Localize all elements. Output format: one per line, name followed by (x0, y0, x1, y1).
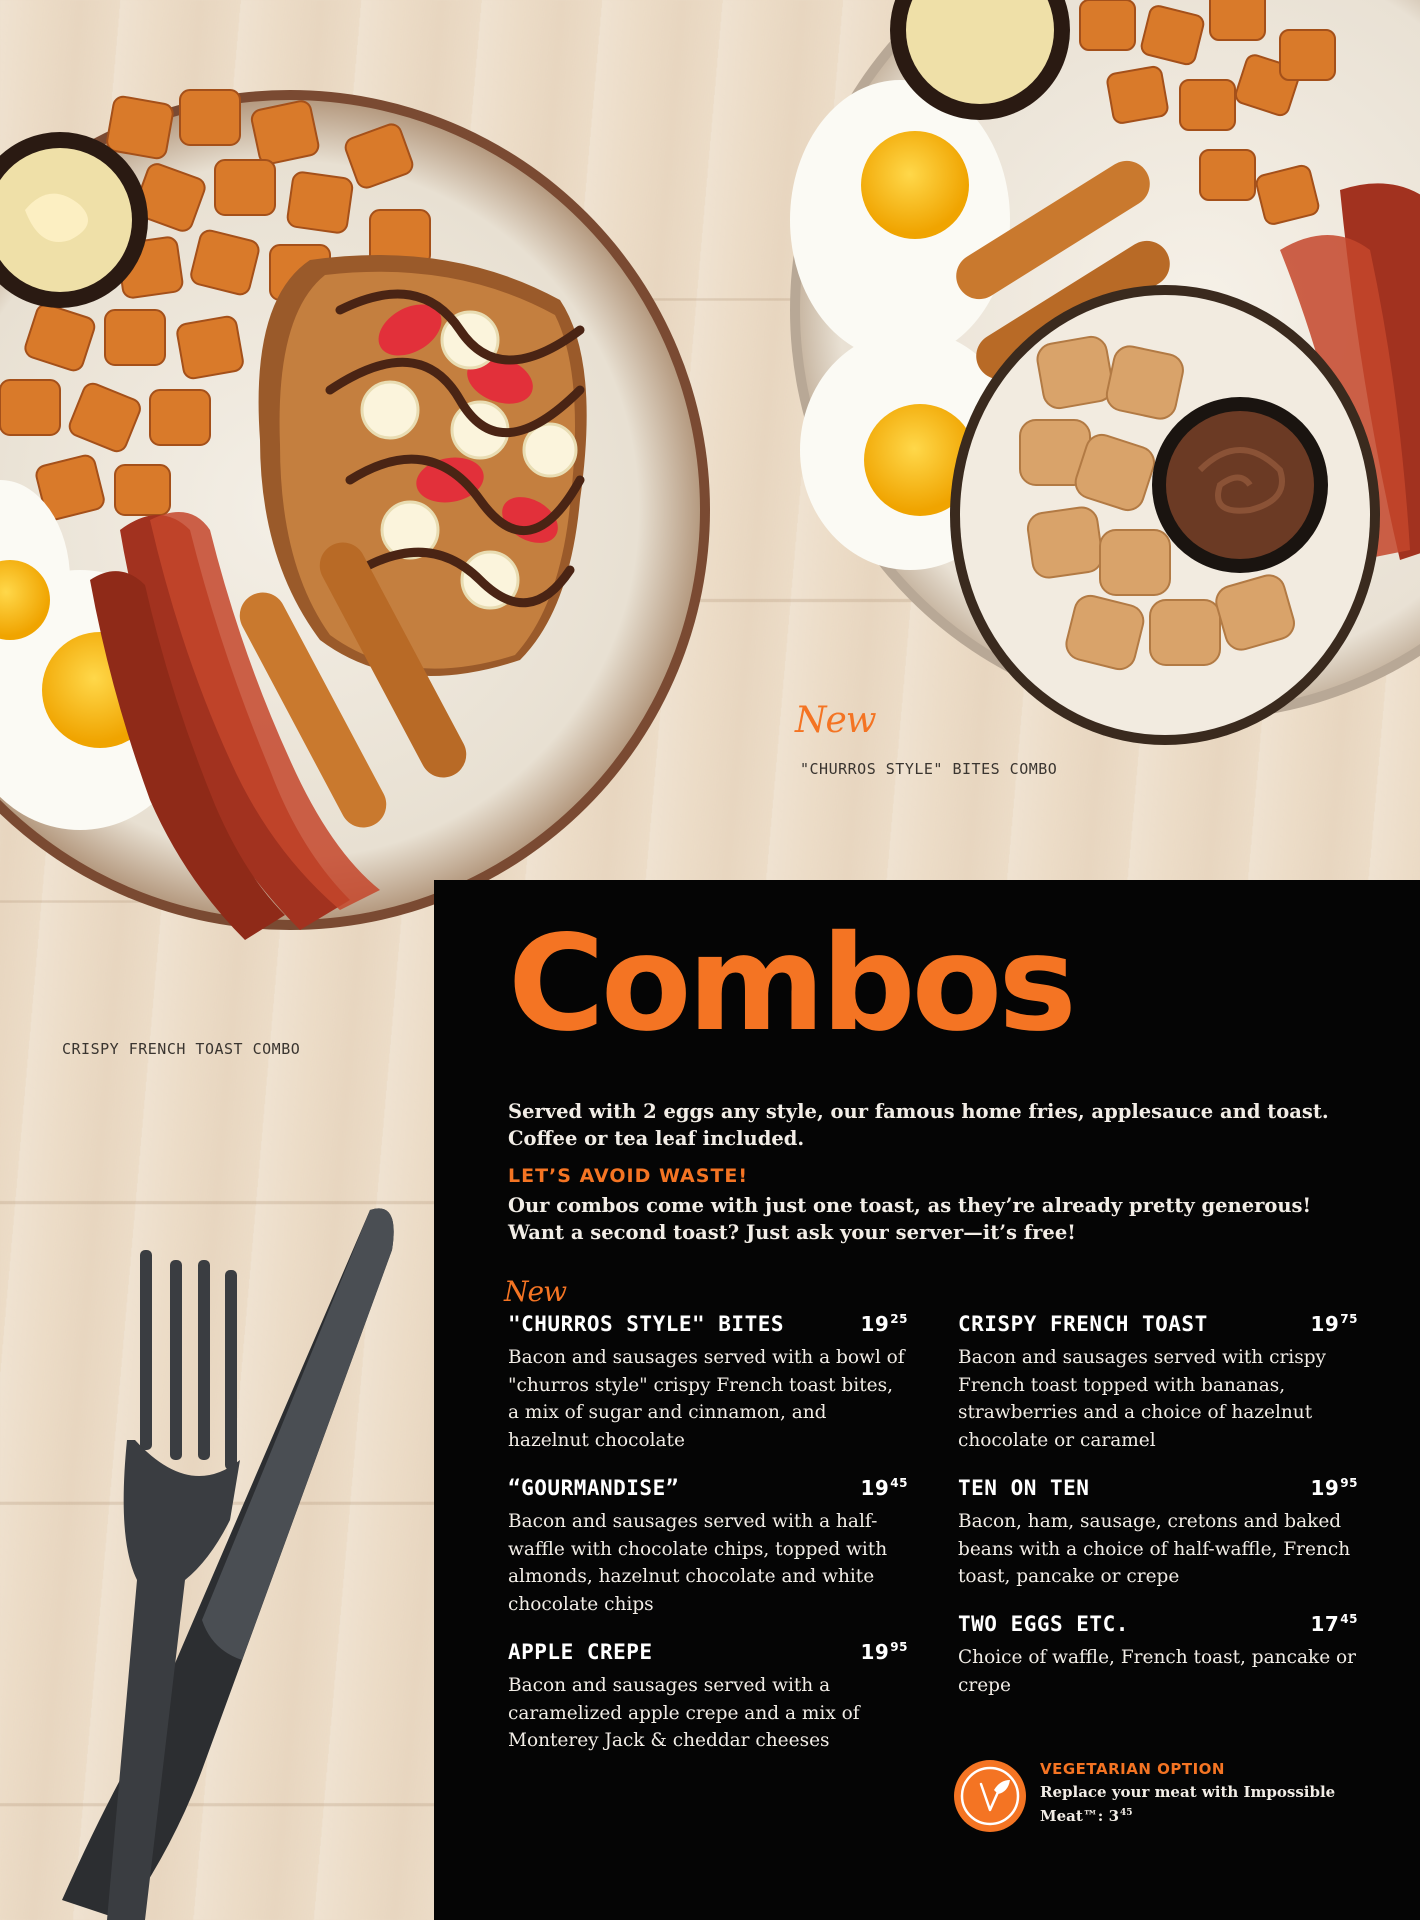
item-name: CRISPY FRENCH TOAST (958, 1312, 1208, 1336)
new-badge: New (795, 700, 876, 741)
fork-knife-icon (0, 1180, 420, 1920)
menu-item-churros-bites (508, 1312, 908, 1454)
item-description: Bacon and sausages served with a bowl of "churros style" crispy French toast bites, a mix of sugar and cinnamon, and hazelnut chocolate (508, 1347, 905, 1451)
menu-item-gourmandise (508, 1476, 908, 1618)
item-name: APPLE CREPE (508, 1640, 653, 1664)
intro-text (508, 1098, 1368, 1152)
menu-item-two-eggs-etc (958, 1612, 1358, 1699)
item-price: $17^{45}$ (1310, 1612, 1358, 1636)
waste-text (508, 1192, 1368, 1246)
french-toast-combo-caption: CRISPY FRENCH TOAST COMBO (62, 1040, 301, 1058)
french-toast-combo-photo (0, 60, 710, 940)
item-name: TEN ON TEN (958, 1476, 1090, 1500)
item-price: $19^{45}$ (860, 1476, 908, 1500)
item-description: Bacon, ham, sausage, cretons and baked beans with a choice of half-waffle, French toast, pancake or crepe (958, 1511, 1351, 1587)
item-description: Bacon and sausages served with a half-waffle with chocolate chips, topped with almonds, hazelnut chocolate and white chocolate chips (508, 1511, 888, 1615)
new-badge: New (504, 1275, 567, 1308)
item-name: “GOURMANDISE” (508, 1476, 679, 1500)
intro-line: Coffee or tea leaf included. (508, 1127, 805, 1150)
churros-combo-caption: "CHURROS STYLE" BITES COMBO (800, 760, 1058, 778)
item-description: Bacon and sausages served with a caramelized apple crepe and a mix of Monterey Jack & cheddar cheeses (508, 1675, 860, 1751)
leaf-icon (954, 1760, 1026, 1832)
item-name: TWO EGGS ETC. (958, 1612, 1129, 1636)
churros-combo-photo (780, 0, 1420, 790)
menu-item-ten-on-ten (958, 1476, 1358, 1591)
page-title: Combos (508, 907, 1073, 1061)
vegetarian-option (954, 1760, 1354, 1870)
waste-heading: LET’S AVOID WASTE! (508, 1165, 749, 1187)
item-price: $19^{25}$ (860, 1312, 908, 1336)
waste-line: Want a second toast? Just ask your server—it’s free! (508, 1221, 1076, 1244)
item-description: Bacon and sausages served with crispy French toast topped with bananas, strawberries and a choice of hazelnut chocolate or caramel (958, 1347, 1327, 1451)
combos-menu-panel (434, 880, 1420, 1920)
item-description: Choice of waffle, French toast, pancake or crepe (958, 1647, 1357, 1696)
item-price: $19^{95}$ (860, 1640, 908, 1664)
menu-item-apple-crepe (508, 1640, 908, 1755)
item-price: $19^{95}$ (1310, 1476, 1358, 1500)
vegetarian-heading: VEGETARIAN OPTION (1040, 1760, 1225, 1778)
waste-line: Our combos come with just one toast, as they’re already pretty generous! (508, 1194, 1312, 1217)
item-name: "CHURROS STYLE" BITES (508, 1312, 785, 1336)
intro-line: Served with 2 eggs any style, our famous home fries, applesauce and toast. (508, 1100, 1329, 1123)
item-price: $19^{75}$ (1310, 1312, 1358, 1336)
menu-item-crispy-french-toast (958, 1312, 1358, 1454)
vegetarian-price: $3^{45}$ (1108, 1807, 1133, 1825)
vegetarian-text: Replace your meat with Impossible Meat™: $3^{45}$ (1040, 1783, 1336, 1825)
